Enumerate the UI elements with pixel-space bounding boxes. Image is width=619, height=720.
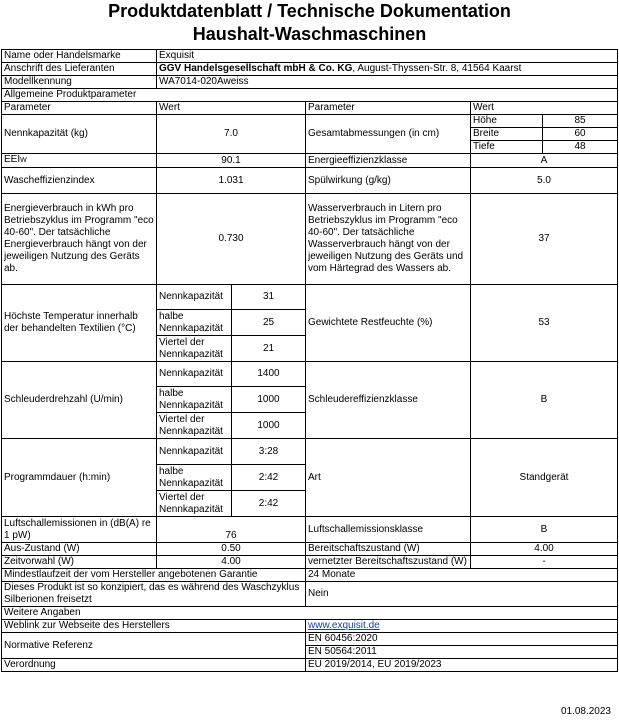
temp-half-value: 25 bbox=[232, 310, 306, 336]
eec-value: A bbox=[471, 154, 618, 168]
dur-full-label: Nennkapazität bbox=[157, 439, 232, 465]
col-value: Wert bbox=[157, 102, 306, 115]
table-row bbox=[2, 63, 618, 76]
company-address: , August-Thyssen-Str. 8, 41564 Kaarst bbox=[352, 63, 522, 74]
dur-full-value: 3:28 bbox=[232, 439, 306, 465]
capacity-label: Nennkapazität (kg) bbox=[2, 115, 157, 154]
delay-value: 4.00 bbox=[157, 556, 306, 569]
norm-2: EN 50564:2011 bbox=[306, 646, 618, 659]
silver-value: Nein bbox=[306, 582, 618, 607]
noise-class-value: B bbox=[471, 517, 618, 543]
dur-half-label: halbe Nennkapazität bbox=[157, 465, 232, 491]
rinse-value: 5.0 bbox=[471, 168, 618, 194]
norms-label: Normative Referenz bbox=[2, 633, 306, 659]
noise-label: Luftschallemissionen in (dB(A) re 1 pW) bbox=[2, 517, 157, 543]
warranty-value: 24 Monate bbox=[306, 569, 618, 582]
off-value: 0.50 bbox=[157, 543, 306, 556]
spin-full-label: Nennkapazität bbox=[157, 362, 232, 387]
temp-full-value: 31 bbox=[232, 285, 306, 310]
height-value: 85 bbox=[543, 115, 618, 128]
table-row bbox=[2, 154, 618, 168]
table-row bbox=[2, 115, 618, 128]
table-row bbox=[2, 582, 618, 607]
energy-label: Energieverbrauch in kWh pro Betriebszyklus im Programm "eco 40-60". Der tatsächliche Energieverbrauch hängt von der jeweiligen Nutzung des Geräts ab. bbox=[2, 194, 157, 285]
spin-full-value: 1400 bbox=[232, 362, 306, 387]
noise-class-label: Luftschallemissionsklasse bbox=[306, 517, 471, 543]
table-row bbox=[2, 569, 618, 582]
regulation-label: Verordnung bbox=[2, 659, 306, 672]
rinse-label: Spülwirkung (g/kg) bbox=[306, 168, 471, 194]
table-row bbox=[2, 439, 618, 465]
eei-value: 90.1 bbox=[157, 154, 306, 168]
further-section-label: Weitere Angaben bbox=[2, 607, 618, 620]
spin-class-value: B bbox=[471, 362, 618, 439]
document-subtitle: Haushalt-Waschmaschinen bbox=[192, 24, 427, 44]
duration-label: Programmdauer (h:min) bbox=[2, 439, 157, 517]
col-parameter: Parameter bbox=[2, 102, 157, 115]
col-parameter-2: Parameter bbox=[306, 102, 471, 115]
temp-half-label: halbe Nennkapazität bbox=[157, 310, 232, 336]
water-value: 37 bbox=[471, 194, 618, 285]
standby-value: 4.00 bbox=[471, 543, 618, 556]
document-date: 01.08.2023 bbox=[560, 706, 611, 717]
table-row bbox=[2, 50, 618, 63]
depth-value: 48 bbox=[543, 141, 618, 154]
eei-label bbox=[2, 154, 157, 168]
width-label: Breite bbox=[471, 128, 543, 141]
table-row bbox=[2, 659, 618, 672]
temperature-label: Höchste Temperatur innerhalb der behandelten Textilien (°C) bbox=[2, 285, 157, 362]
water-label: Wasserverbrauch in Litern pro Betriebszyklus im Programm "eco 40-60". Der tatsächliche Wasserverbrauch hängt von der jeweiligen Nutzung des Geräts und vom Härtegrad des Wassers ab. bbox=[306, 194, 471, 285]
noise-value: 76 bbox=[157, 517, 306, 543]
delay-label: Zeitvorwahl (W) bbox=[2, 556, 157, 569]
weblink-cell bbox=[306, 620, 618, 633]
table-row bbox=[2, 194, 618, 285]
table-row bbox=[2, 89, 618, 102]
height-label: Höhe bbox=[471, 115, 543, 128]
table-row bbox=[2, 168, 618, 194]
regulation-value: EU 2019/2014, EU 2019/2023 bbox=[306, 659, 618, 672]
table-row bbox=[2, 633, 618, 646]
model-label: Modellkennung bbox=[2, 76, 157, 89]
dimensions-label: Gesamtabmessungen (in cm) bbox=[306, 115, 471, 154]
off-label: Aus-Zustand (W) bbox=[2, 543, 157, 556]
wash-value: 1.031 bbox=[157, 168, 306, 194]
address-value bbox=[157, 63, 618, 76]
capacity-value: 7.0 bbox=[157, 115, 306, 154]
spin-class-label: Schleudereffizienzklasse bbox=[306, 362, 471, 439]
eec-label: Energieeffizienzklasse bbox=[306, 154, 471, 168]
networked-value: - bbox=[471, 556, 618, 569]
depth-label: Tiefe bbox=[471, 141, 543, 154]
col-value-2: Wert bbox=[471, 102, 618, 115]
dur-quarter-label: Viertel der Nennkapazität bbox=[157, 491, 232, 517]
spin-half-value: 1000 bbox=[232, 387, 306, 413]
temp-quarter-label: Viertel der Nennkapazität bbox=[157, 336, 232, 362]
spin-half-label: halbe Nennkapazität bbox=[157, 387, 232, 413]
general-section-label: Allgemeine Produktparameter bbox=[2, 89, 618, 102]
wash-label: Wascheffizienzindex bbox=[2, 168, 157, 194]
width-value: 60 bbox=[543, 128, 618, 141]
table-row bbox=[2, 607, 618, 620]
model-value: WA7014-020Aweiss bbox=[157, 76, 618, 89]
name-label: Name oder Handelsmarke bbox=[2, 50, 157, 63]
eei-label-text: EEI bbox=[4, 154, 21, 165]
weblink-label: Weblink zur Webseite des Herstellers bbox=[2, 620, 306, 633]
moisture-value: 53 bbox=[471, 285, 618, 362]
product-data-table bbox=[1, 49, 618, 672]
table-header-row bbox=[2, 102, 618, 115]
energy-value: 0.730 bbox=[157, 194, 306, 285]
table-row bbox=[2, 285, 618, 310]
table-row bbox=[2, 76, 618, 89]
table-row bbox=[2, 543, 618, 556]
networked-label: vernetzter Bereitschaftszustand (W) bbox=[306, 556, 471, 569]
silver-label: Dieses Produkt ist so konzipiert, das es während des Waschzyklus Silberionen freisetzt bbox=[2, 582, 306, 607]
spin-label: Schleuderdrehzahl (U/min) bbox=[2, 362, 157, 439]
norm-1: EN 60456:2020 bbox=[306, 633, 618, 646]
spin-quarter-label: Viertel der Nennkapazität bbox=[157, 413, 232, 439]
dur-quarter-value: 2:42 bbox=[232, 491, 306, 517]
weblink[interactable]: www.exquisit.de bbox=[308, 620, 380, 631]
eei-label-sub: W bbox=[20, 157, 27, 164]
dur-half-value: 2:42 bbox=[232, 465, 306, 491]
spin-quarter-value: 1000 bbox=[232, 413, 306, 439]
temp-full-label: Nennkapazität bbox=[157, 285, 232, 310]
table-row bbox=[2, 556, 618, 569]
table-row bbox=[2, 517, 618, 543]
temp-quarter-value: 21 bbox=[232, 336, 306, 362]
type-value: Standgerät bbox=[471, 439, 618, 517]
moisture-label: Gewichtete Restfeuchte (%) bbox=[306, 285, 471, 362]
standby-label: Bereitschaftszustand (W) bbox=[306, 543, 471, 556]
warranty-label: Mindestlaufzeit der vom Hersteller angebotenen Garantie bbox=[2, 569, 306, 582]
document-title: Produktdatenblatt / Technische Dokumentation bbox=[108, 1, 511, 21]
address-label: Anschrift des Lieferanten bbox=[2, 63, 157, 76]
company-name: GGV Handelsgesellschaft mbH & Co. KG bbox=[159, 63, 353, 74]
type-label: Art bbox=[306, 439, 471, 517]
table-row bbox=[2, 362, 618, 387]
table-row bbox=[2, 620, 618, 633]
name-value: Exquisit bbox=[157, 50, 618, 63]
